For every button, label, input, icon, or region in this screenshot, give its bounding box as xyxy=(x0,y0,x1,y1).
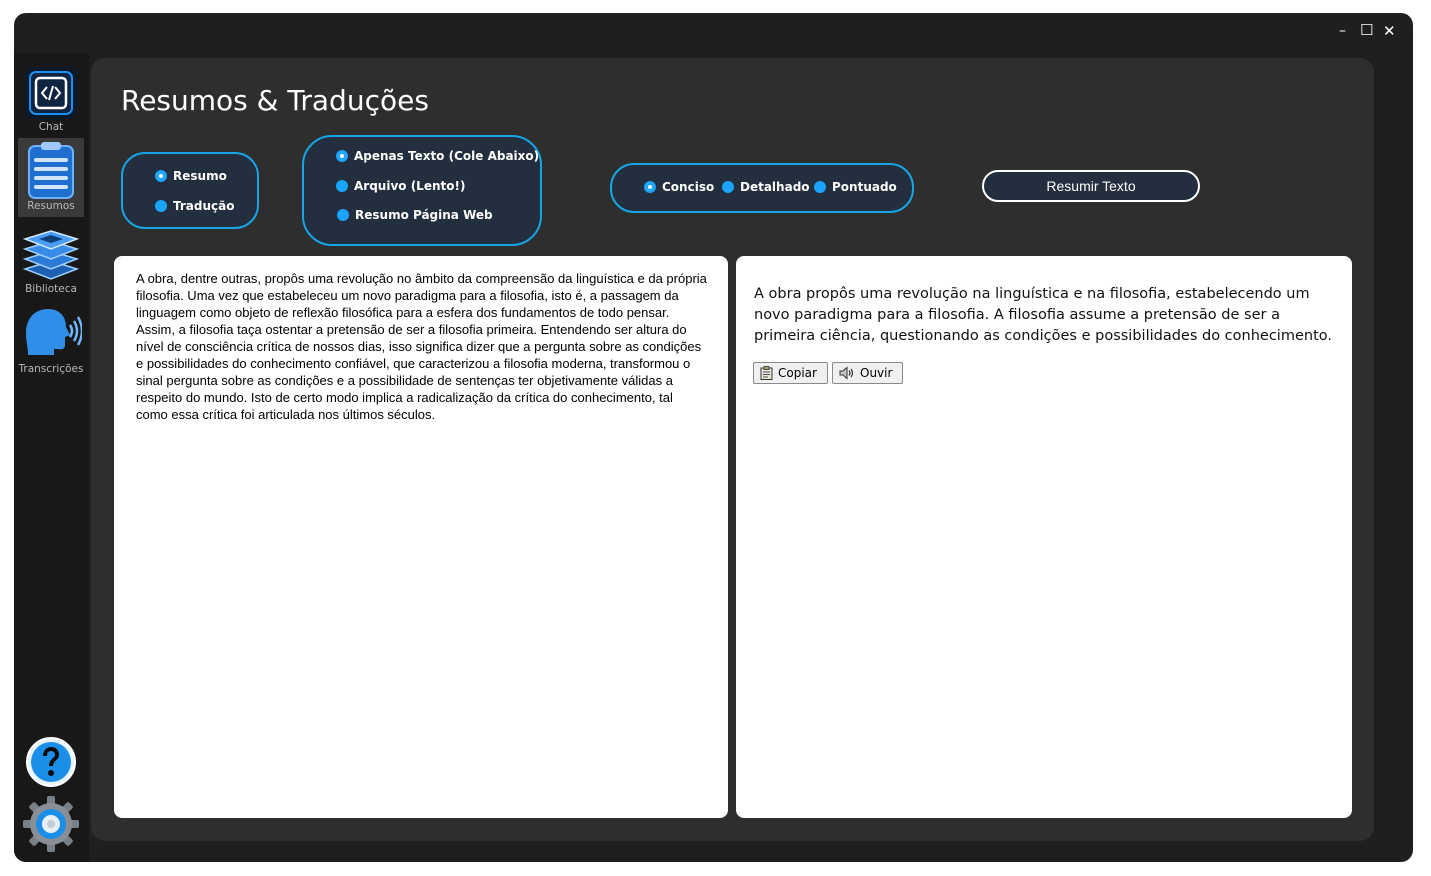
sidebar-item-resumos[interactable] xyxy=(18,138,84,217)
radio-detalhado[interactable] xyxy=(722,180,810,194)
input-panel xyxy=(114,256,728,818)
head-speaking-icon xyxy=(20,303,82,363)
clipboard-icon xyxy=(23,140,79,200)
sidebar-item-label: Chat xyxy=(38,121,64,133)
radio-selected-indicator xyxy=(155,170,167,182)
resumir-texto-button[interactable]: Resumir Texto xyxy=(982,170,1200,202)
output-panel xyxy=(736,256,1352,818)
minimize-button[interactable]: – xyxy=(1339,23,1346,39)
sidebar xyxy=(14,53,89,862)
radio-indicator xyxy=(155,200,167,212)
radio-indicator xyxy=(722,181,734,193)
clipboard-small-icon xyxy=(760,366,773,380)
books-stack-icon xyxy=(21,225,81,283)
radio-label: Arquivo (Lento!) xyxy=(354,179,466,193)
app-window xyxy=(14,13,1413,862)
radio-pontuado[interactable] xyxy=(814,180,897,194)
radio-conciso[interactable] xyxy=(644,180,714,194)
close-button[interactable]: ✕ xyxy=(1383,22,1396,40)
sidebar-item-transcricoes[interactable] xyxy=(18,303,84,379)
sidebar-item-label: Resumos xyxy=(27,200,75,212)
radio-indicator xyxy=(814,181,826,193)
sidebar-item-biblioteca[interactable] xyxy=(18,225,84,300)
radio-indicator xyxy=(337,209,349,221)
maximize-button[interactable]: ☐ xyxy=(1360,21,1374,39)
radio-selected-indicator xyxy=(336,150,348,162)
copy-button[interactable] xyxy=(753,362,828,384)
help-button[interactable] xyxy=(18,735,84,791)
radio-traducao[interactable] xyxy=(155,199,234,213)
main-content xyxy=(91,58,1374,841)
radio-arquivo[interactable] xyxy=(336,179,465,193)
radio-indicator xyxy=(336,180,348,192)
settings-gear-icon xyxy=(22,795,80,853)
help-icon xyxy=(24,735,78,789)
radio-label: Pontuado xyxy=(832,180,897,194)
radio-label: Detalhado xyxy=(740,180,810,194)
radio-selected-indicator xyxy=(644,181,656,193)
style-radio-group xyxy=(610,163,914,213)
settings-button[interactable] xyxy=(18,795,84,855)
speaker-icon xyxy=(839,366,855,380)
source-radio-group xyxy=(302,135,542,246)
copy-button-label: Copiar xyxy=(778,366,817,380)
radio-label: Resumo xyxy=(173,169,227,183)
radio-label: Tradução xyxy=(173,199,235,213)
summary-output-text: A obra propôs uma revolução na linguística e na filosofia, estabelecendo um novo paradigma para a filosofia. A filosofia assume a pretensão de ser a primeira ciência, questionando as condições e possibilidades do conhecimento. xyxy=(754,286,1332,344)
radio-resumo[interactable] xyxy=(155,169,227,183)
chat-code-icon xyxy=(23,65,79,121)
listen-button[interactable] xyxy=(832,362,903,384)
radio-label: Resumo Página Web xyxy=(355,208,493,222)
listen-button-label: Ouvir xyxy=(860,366,893,380)
radio-resumo-pagina-web[interactable] xyxy=(337,208,493,222)
page-title: Resumos & Traduções xyxy=(121,84,429,117)
sidebar-item-label: Transcrições xyxy=(18,363,84,375)
radio-label: Apenas Texto (Cole Abaixo) xyxy=(354,149,540,163)
radio-apenas-texto[interactable] xyxy=(336,149,539,163)
sidebar-item-label: Biblioteca xyxy=(25,283,77,295)
source-text-input[interactable] xyxy=(114,256,728,818)
mode-radio-group xyxy=(121,152,259,229)
sidebar-item-chat[interactable] xyxy=(18,65,84,135)
radio-label: Conciso xyxy=(662,180,715,194)
